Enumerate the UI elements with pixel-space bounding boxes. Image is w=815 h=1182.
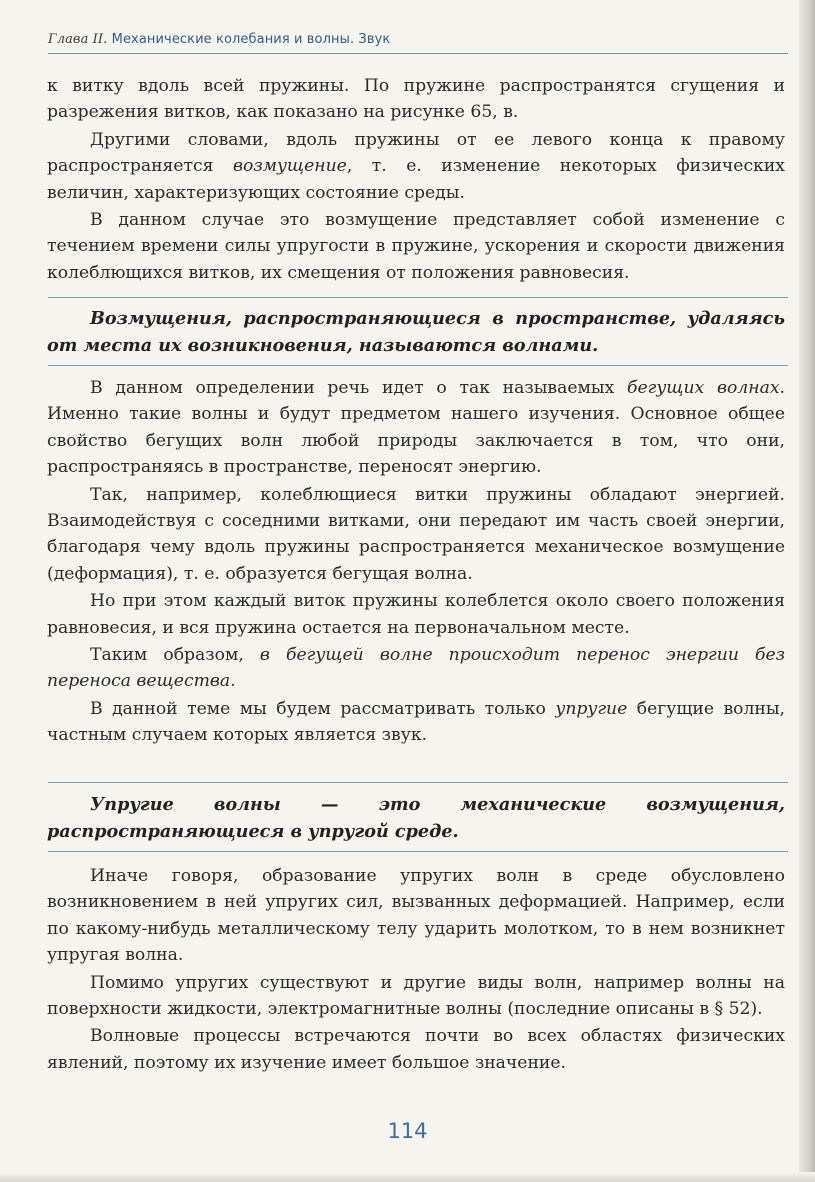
paragraph-7 xyxy=(47,642,785,695)
definition-2-block xyxy=(47,791,785,845)
paragraph-11: Волновые процессы встречаются почти во всех областях физических явлений, поэтому их изучение имеет большое значение. xyxy=(47,1026,785,1073)
text-block-middle xyxy=(47,375,785,749)
paragraph-8-emphasis: упругие xyxy=(555,698,628,719)
paragraph-10: Помимо упругих существуют и другие виды волн, например волны на поверхности жидкости, электромагнитные волны (последние описаны в § 52). xyxy=(47,972,785,1020)
definition-1-top-rule xyxy=(48,297,788,298)
paragraph-3: В данном случае это возмущение представляет собой изменение с течением времени силы упругости в пружине, ускорения и скорости движения колеблющихся витков, их смещения от положения равновесия. xyxy=(47,210,785,283)
paragraph-7-text-a: Таким образом, xyxy=(90,645,260,666)
paragraph-6: Но при этом каждый виток пружины колеблется около своего положения равновесия, и вся пружина остается на первоначальном месте. xyxy=(47,591,785,638)
paragraph-4-text-a: В данном определении речь идет о так называемых xyxy=(90,378,627,398)
definition-1-block xyxy=(47,305,785,359)
chapter-label: Глава II. xyxy=(48,32,108,47)
paragraph-7-text-b: . xyxy=(230,671,236,692)
definition-1: Возмущения, распространяющиеся в пространстве, удаляясь от места их возникновения, называются волнами. xyxy=(47,308,785,356)
chapter-title: Механические колебания и волны. Звук xyxy=(111,32,391,47)
header-rule xyxy=(48,53,788,54)
paragraph-2-text-b: , т. е. изменение некоторых физических величин, характеризующих состояние среды. xyxy=(47,156,785,203)
page-bottom-shadow xyxy=(0,1172,815,1182)
page-edge-shadow xyxy=(799,0,815,1182)
paragraph-1: к витку вдоль всей пружины. По пружине распространятся сгущения и разрежения витков, как показано на рисунке 65, в. xyxy=(47,76,785,123)
paragraph-4-emphasis: бегущих волнах xyxy=(626,378,780,398)
paragraph-7-emphasis: в бегущей волне происходит перенос энергии без переноса вещества xyxy=(47,645,785,692)
definition-1-bottom-rule xyxy=(48,365,788,366)
definition-2-bottom-rule xyxy=(48,851,788,852)
paragraph-2-text-a: Другими словами, вдоль пружины от ее левого конца к правому распространяется xyxy=(47,129,785,177)
text-block-top xyxy=(47,73,785,286)
paragraph-8 xyxy=(47,696,785,749)
paragraph-2 xyxy=(47,127,785,206)
paragraph-8-text-a: В данной теме мы будем рассматривать только xyxy=(90,698,556,719)
paragraph-2-emphasis: возмущение xyxy=(232,156,347,177)
paragraph-4-text-b: . Именно такие волны и будут предметом нашего изучения. Основное общее свойство бегущих волн любой природы заключается в том, что они, распространяясь в пространстве, переносят энергию. xyxy=(47,378,785,478)
running-head xyxy=(48,32,390,47)
paragraph-9: Иначе говоря, образование упругих волн в среде обусловлено возникновением в ней упругих сил, вызванных деформацией. Например, если по какому-нибудь металлическому телу ударить молотком, то в нем возникнет упругая волна. xyxy=(47,866,785,966)
definition-2: Упругие волны — это механические возмущения, распространяющиеся в упругой среде. xyxy=(47,794,785,842)
page-number: 114 xyxy=(387,1119,428,1143)
paragraph-4 xyxy=(47,375,785,481)
definition-2-top-rule xyxy=(48,782,788,783)
paragraph-5: Так, например, колеблющиеся витки пружины обладают энергией. Взаимодействуя с соседними витками, они передают им часть своей энергии, благодаря чему вдоль пружины распространяется механическое возмущение (деформация), т. е. образуется бегущая волна. xyxy=(47,484,785,584)
text-block-bottom xyxy=(47,863,785,1076)
paragraph-8-text-b: бегущие волны, частным случаем которых является звук. xyxy=(47,698,785,746)
